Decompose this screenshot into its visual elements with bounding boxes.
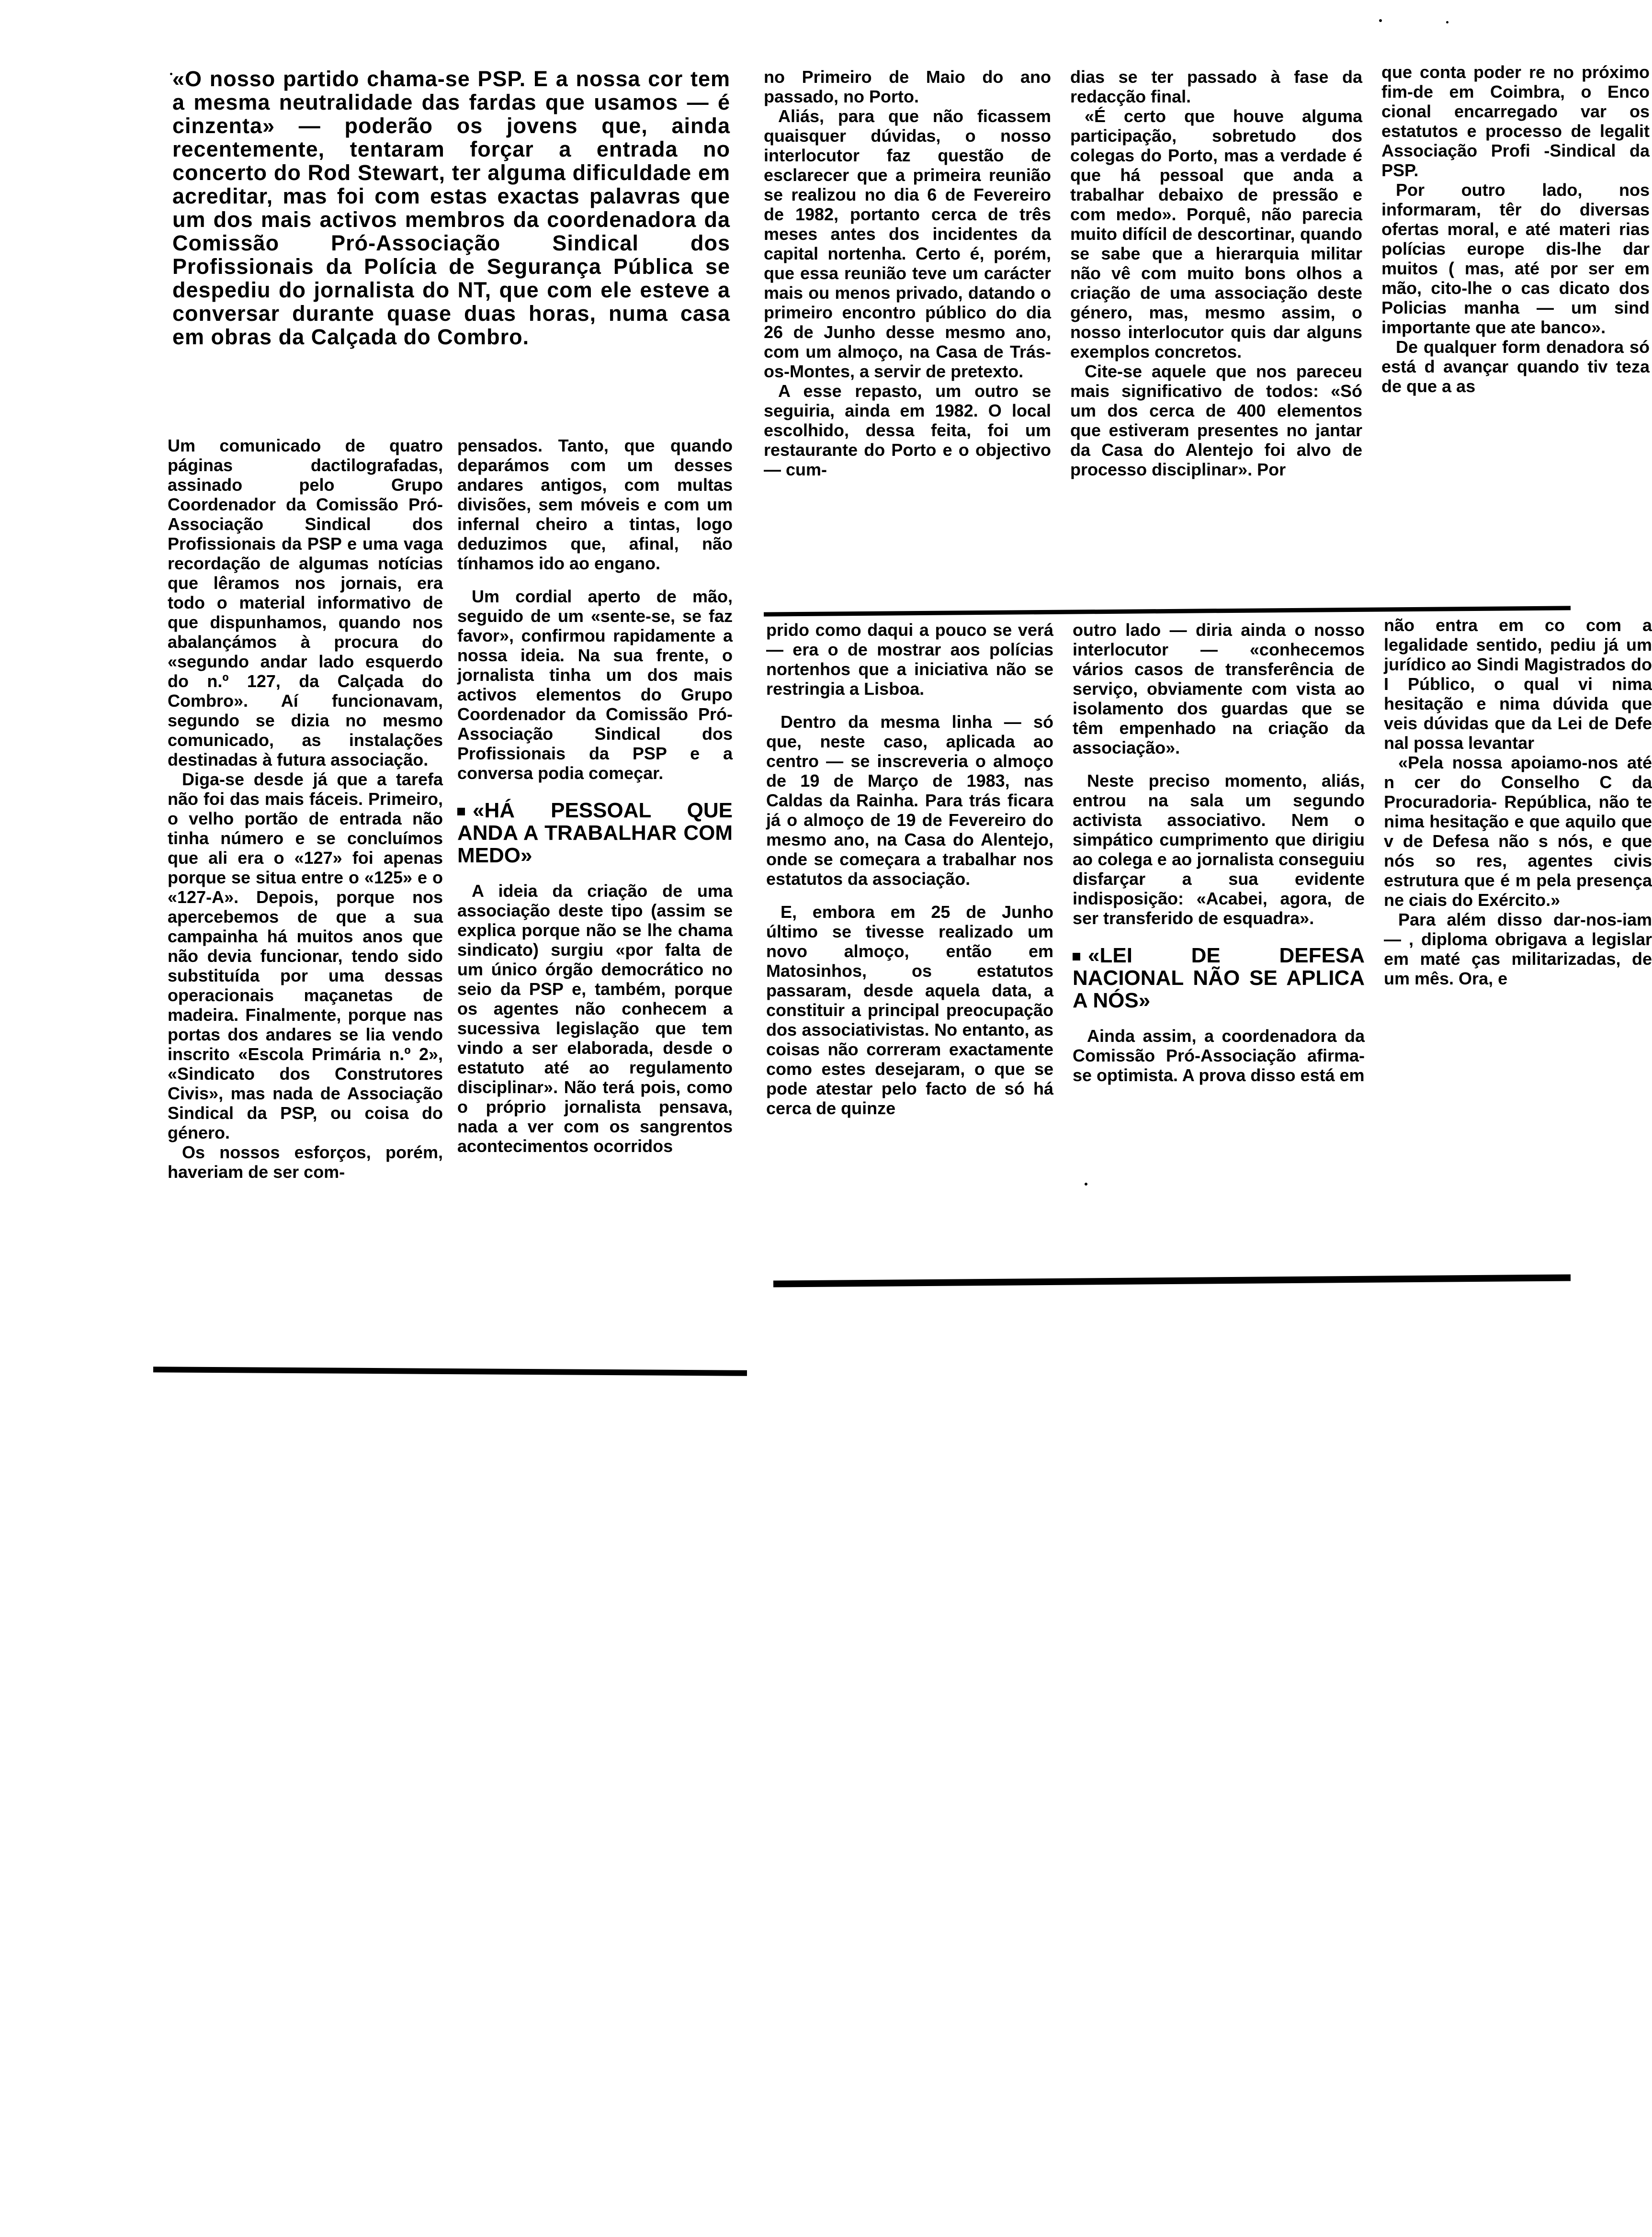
paragraph: «Pela nossa apoiamo-nos até n cer do Conselho C da Procuradoria- República, não te nima hesitação e que aquilo que v de Defesa não s nós, e que nós so res, agentes civis estrutura que é m pela presença ne ciais do Exército.» [1384,753,1652,910]
paragraph: A esse repasto, um outro se seguiria, ainda em 1982. O local escolhido, dessa feita, foi um restaurante do Porto e o objectivo — cum- [764,381,1051,479]
paragraph: Aliás, para que não ficassem quaisquer dúvidas, o nosso interlocutor faz questão de esclarecer que a primeira reunião se realizou no dia 6 de Fevereiro de 1982, portanto cerca de três meses antes dos incidentes da capital nortenha. Certo é, porém, que essa reunião teve um carácter mais ou menos privado, datando o primeiro encontro público do dia 26 de Junho desse mesmo ano, com um almoço, na Casa de Trás-os-Montes, a servir de pretexto. [764,106,1051,381]
paragraph: Por outro lado, nos informaram, têr do diversas ofertas moral, e até materi rias polícias europe dis-lhe dar muitos ( mas, até por ser em mão, cito-lhe o cas dicato dos Policias manha — um sind importante que ate banco». [1381,180,1650,337]
lead-text: «O nosso partido chama-se PSP. E a nossa cor tem a mesma neutralidade das fardas que usamos — é cinzenta» — poderão os jovens que, ainda recentemente, tentaram forçar a entrada no concerto do Rod Stewart, ter alguma dificuldade em acreditar, mas foi com estas exactas palavras que um dos mais activos membros da coordenadora da Comissão Pró-Associação Sindical dos Profissionais da Polícia de Segurança Pública se despediu do jornalista do NT, que com ele esteve a conversar durante quase duas horas, numa casa em obras da Calçada do Combro. [172,67,730,349]
paragraph: Ainda assim, a coordenadora da Comissão Pró-Associação afirma-se optimista. A prova disso está em [1073,1026,1365,1085]
paragraph: Um cordial aperto de mão, seguido de um «sente-se, se faz favor», confirmou rapidamente a nossa ideia. Na sua frente, o jornalista tinha um dos mais activos elementos do Grupo Coordenador da Comissão Pró-Associação Sindical dos Profissionais da PSP e a conversa podia começar. [457,587,733,783]
column-5-top [1381,62,1650,396]
column-3-bottom [766,620,1053,1118]
paragraph: Os nossos esforços, porém, haveriam de ser com- [168,1142,443,1182]
column-3-top [764,67,1051,479]
subheading-text: «LEI DE DEFESA NACIONAL NÃO SE APLICA A NÓS» [1073,944,1365,1012]
paragraph: outro lado — diria ainda o nosso interlocutor — «conhecemos vários casos de transferência de serviço, obviamente com vista ao isolamento dos guardas que se têm empenhado na criação da associação». [1073,620,1365,757]
paragraph: dias se ter passado à fase da redacção final. [1070,67,1362,106]
subheading-text: «HÁ PESSOAL QUE ANDA A TRABALHAR COM MEDO» [457,799,733,867]
paragraph: que conta poder re no próximo fim-de em Coimbra, o Enco cional encarregado var os estatutos e processo de legalit Associação Profi -Sindical da PSP. [1381,62,1650,180]
column-5-bottom [1384,615,1652,988]
paragraph: Dentro da mesma linha — só que, neste caso, aplicada ao centro — se inscreveria o almoço de 19 de Março de 1983, nas Caldas da Rainha. Para trás ficara já o almoço de 19 de Fevereiro do mesmo ano, na Casa do Alentejo, onde se começara a trabalhar nos estatutos da associação. [766,712,1053,889]
column-4-bottom [1073,620,1365,1085]
bottom-rule-right [773,1274,1571,1287]
paragraph: Neste preciso momento, aliás, entrou na sala um segundo activista associativo. Nem o simpático cumprimento que dirigiu ao colega e ao jornalista conseguiu disfarçar a sua evidente indisposição: «Acabei, agora, de ser transferido de esquadra». [1073,771,1365,928]
paragraph: prido como daqui a pouco se verá — era o de mostrar aos polícias nortenhos que a iniciativa não se restringia a Lisboa. [766,620,1053,699]
clipping-right-top [764,62,1650,608]
subheading-lei-defesa [1073,944,1365,1012]
paragraph: «É certo que houve alguma participação, sobretudo dos colegas do Porto, mas a verdade é que há pessoal que anda a trabalhar debaixo de pressão e com medo». Porquê, não parecia muito difícil de descortinar, quando se sabe que a hierarquia militar não vê com muito bons olhos a criação de uma associação deste género, mas, mesmo assim, o nosso interlocutor quis dar alguns exemplos concretos. [1070,106,1362,362]
clipping-left [153,67,747,1379]
column-1 [168,436,443,1182]
paragraph: Diga-se desde já que a tarefa não foi das mais fáceis. Primeiro, o velho portão de entrada não tinha número e se concluímos que ali era o «127» foi apenas porque se situa entre o «125» e o «127-A». Depois, porque nos apercebemos de que a sua campainha há muitos anos que não devia funcionar, tendo sido substituída por uma dessas operacionais maçanetas de madeira. Finalmente, porque nas portas dos andares se lia vendo inscrito «Escola Primária n.º 2», «Sindicato dos Construtores Civis», mas nada de Associação Sindical da PSP, ou coisa do género. [168,769,443,1142]
paragraph: De qualquer form denadora só está d avançar quando tiv teza de que a as [1381,337,1650,396]
paragraph: no Primeiro de Maio do ano passado, no Porto. [764,67,1051,106]
clipping-right-bottom [766,615,1652,1271]
paragraph: Um comunicado de quatro páginas dactilografadas, assinado pelo Grupo Coordenador da Comissão Pró-Associação Sindical dos Profissionais da PSP e uma vaga recordação de algumas notícias que lêramos nos jornais, era todo o material informativo de que dispunhamos, quando nos abalançámos à procura do «segundo andar lado esquerdo do n.º 127, da Calçada do Combro». Aí funcionavam, segundo se dizia no mesmo comunicado, as instalações destinadas à futura associação. [168,436,443,769]
lead-paragraph [172,67,730,349]
scan-speck [170,73,172,75]
subheading-medo [457,799,733,867]
column-2 [457,436,733,1156]
column-4-top [1070,67,1362,479]
scan-speck [1446,21,1448,23]
paragraph: Cite-se aquele que nos pareceu mais significativo de todos: «Só um dos cerca de 400 elementos que estiveram presentes no jantar da Casa do Alentejo foi alvo de processo disciplinar». Por [1070,362,1362,479]
bullet-square-icon [1073,953,1080,960]
bullet-square-icon [457,808,465,815]
paragraph: Para além disso dar-nos-iam — , diploma obrigava a legislar em maté ças militarizadas, de um mês. Ora, e [1384,910,1652,988]
paragraph: A ideia da criação de uma associação deste tipo (assim se explica porque não se lhe chama sindicato) surgiu «por falta de um único órgão democrático no seio da PSP e, também, porque os agentes não conhecem a sucessiva legislação que tem vindo a ser elaborada, desde o estatuto até ao regulamento disciplinar». Não terá pois, como o próprio jornalista pensava, nada a ver com os sangrentos acontecimentos ocorridos [457,881,733,1156]
paragraph: não entra em co com a legalidade sentido, pediu já um jurídico ao Sindi Magistrados do I Público, o qual vi nima hesitação e nima dúvida que veis dúvidas que da Lei de Defe nal possa levantar [1384,615,1652,753]
scan-speck [1085,1183,1087,1186]
scan-speck [1379,19,1382,22]
paragraph: pensados. Tanto, que quando deparámos com um desses andares antigos, com multas divisões, sem móveis e com um infernal cheiro a tintas, logo deduzimos que, afinal, não tínhamos ido ao engano. [457,436,733,573]
paragraph: E, embora em 25 de Junho último se tivesse realizado um novo almoço, então em Matosinhos, os estatutos passaram, desde aquela data, a constituir a principal preocupação dos associativistas. No entanto, as coisas não correram exactamente como estes desejaram, o que se pode atestar pelo facto de só há cerca de quinze [766,902,1053,1118]
